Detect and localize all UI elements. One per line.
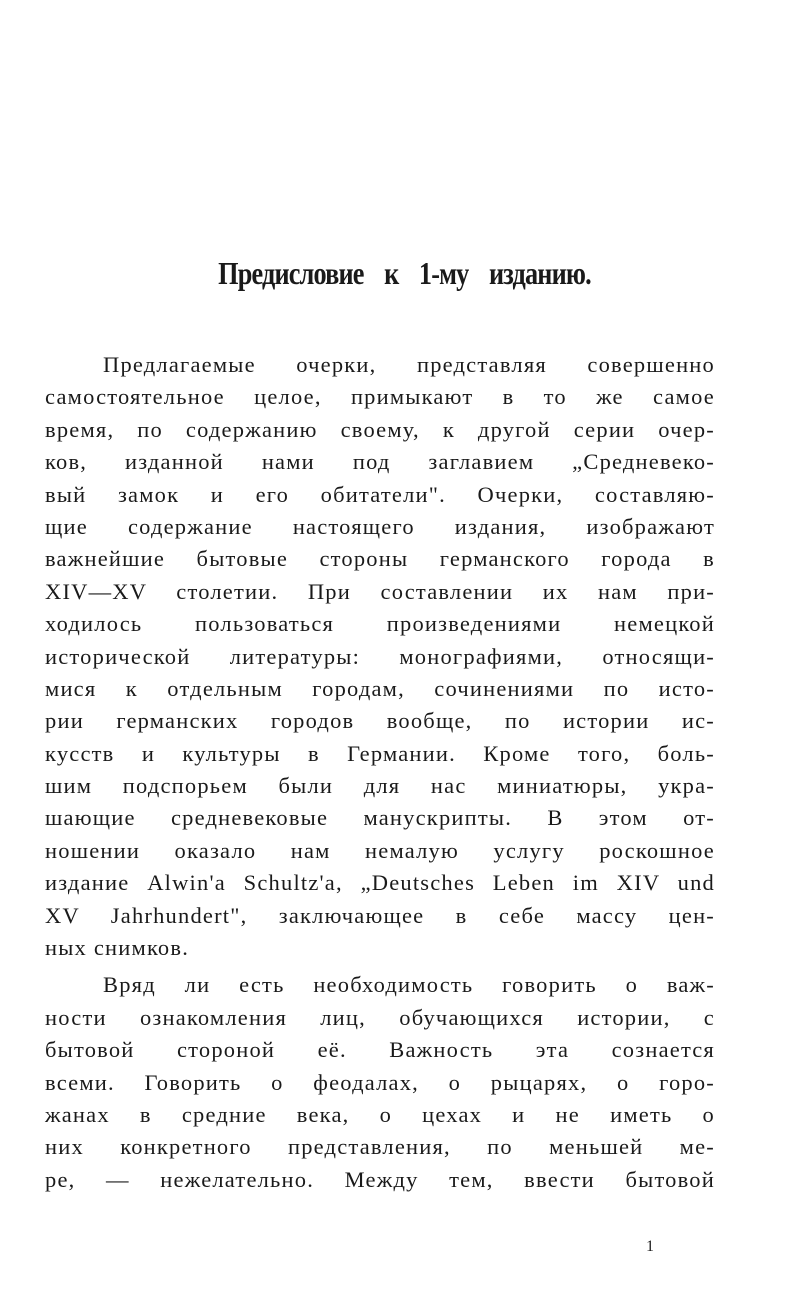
text-line: ношении оказало нам немалую услугу роскошное bbox=[45, 837, 715, 863]
page-number: 1 bbox=[646, 1238, 654, 1255]
text-line: кусств и культуры в Германии. Кроме того, боль- bbox=[45, 740, 715, 766]
text-line: шающие средневековые манускрипты. В этом от- bbox=[45, 805, 715, 831]
text-line: издание Alwin'a Schultz'a, „Deutsches Leben im XIV und bbox=[45, 870, 715, 896]
text-line: Вряд ли есть необходимость говорить о важ- bbox=[103, 972, 715, 998]
text-line: рии германских городов вообще, по истории ис- bbox=[45, 708, 715, 734]
text-line: самостоятельное целое, примыкают в то же самое bbox=[45, 384, 715, 410]
text-line: бытовой стороной её. Важность эта сознается bbox=[45, 1037, 715, 1063]
text-line: всеми. Говорить о феодалах, о рыцарях, о горо- bbox=[45, 1069, 715, 1095]
text-line: ре, — нежелательно. Между тем, ввести бытовой bbox=[45, 1166, 715, 1192]
body-text bbox=[45, 349, 715, 1196]
text-line: ных снимков. bbox=[45, 935, 190, 961]
text-line: время, по содержанию своему, к другой серии очер- bbox=[45, 416, 715, 442]
text-line: вый замок и его обитатели". Очерки, составляю- bbox=[45, 481, 715, 507]
text-line: исторической литературы: монографиями, относящи- bbox=[45, 643, 715, 669]
text-line: щие содержание настоящего издания, изображают bbox=[45, 513, 715, 539]
text-line: важнейшие бытовые стороны германского города в bbox=[45, 546, 715, 572]
text-line: Предлагаемые очерки, представляя совершенно bbox=[103, 352, 715, 377]
paragraph-2 bbox=[45, 969, 715, 1196]
text-line: XIV—XV столетии. При составлении их нам при- bbox=[45, 578, 715, 604]
page-title: Предисловие к 1-му изданию. bbox=[218, 255, 591, 291]
text-line: ности ознакомления лиц, обучающихся истории, с bbox=[45, 1004, 715, 1030]
text-line: жанах в средние века, о цехах и не иметь о bbox=[45, 1101, 715, 1127]
text-line: них конкретного представления, по меньшей ме- bbox=[45, 1134, 715, 1160]
text-line: шим подспорьем были для нас миниатюры, укра- bbox=[45, 773, 715, 799]
paragraph-1 bbox=[45, 349, 715, 964]
text-line: ков, изданной нами под заглавием „Средневеко- bbox=[45, 449, 715, 475]
text-line: XV Jahrhundert", заключающее в себе массу цен- bbox=[45, 902, 715, 928]
text-line: ходилось пользоваться произведениями немецкой bbox=[45, 611, 715, 637]
text-line: мися к отдельным городам, сочинениями по исто- bbox=[45, 675, 715, 701]
